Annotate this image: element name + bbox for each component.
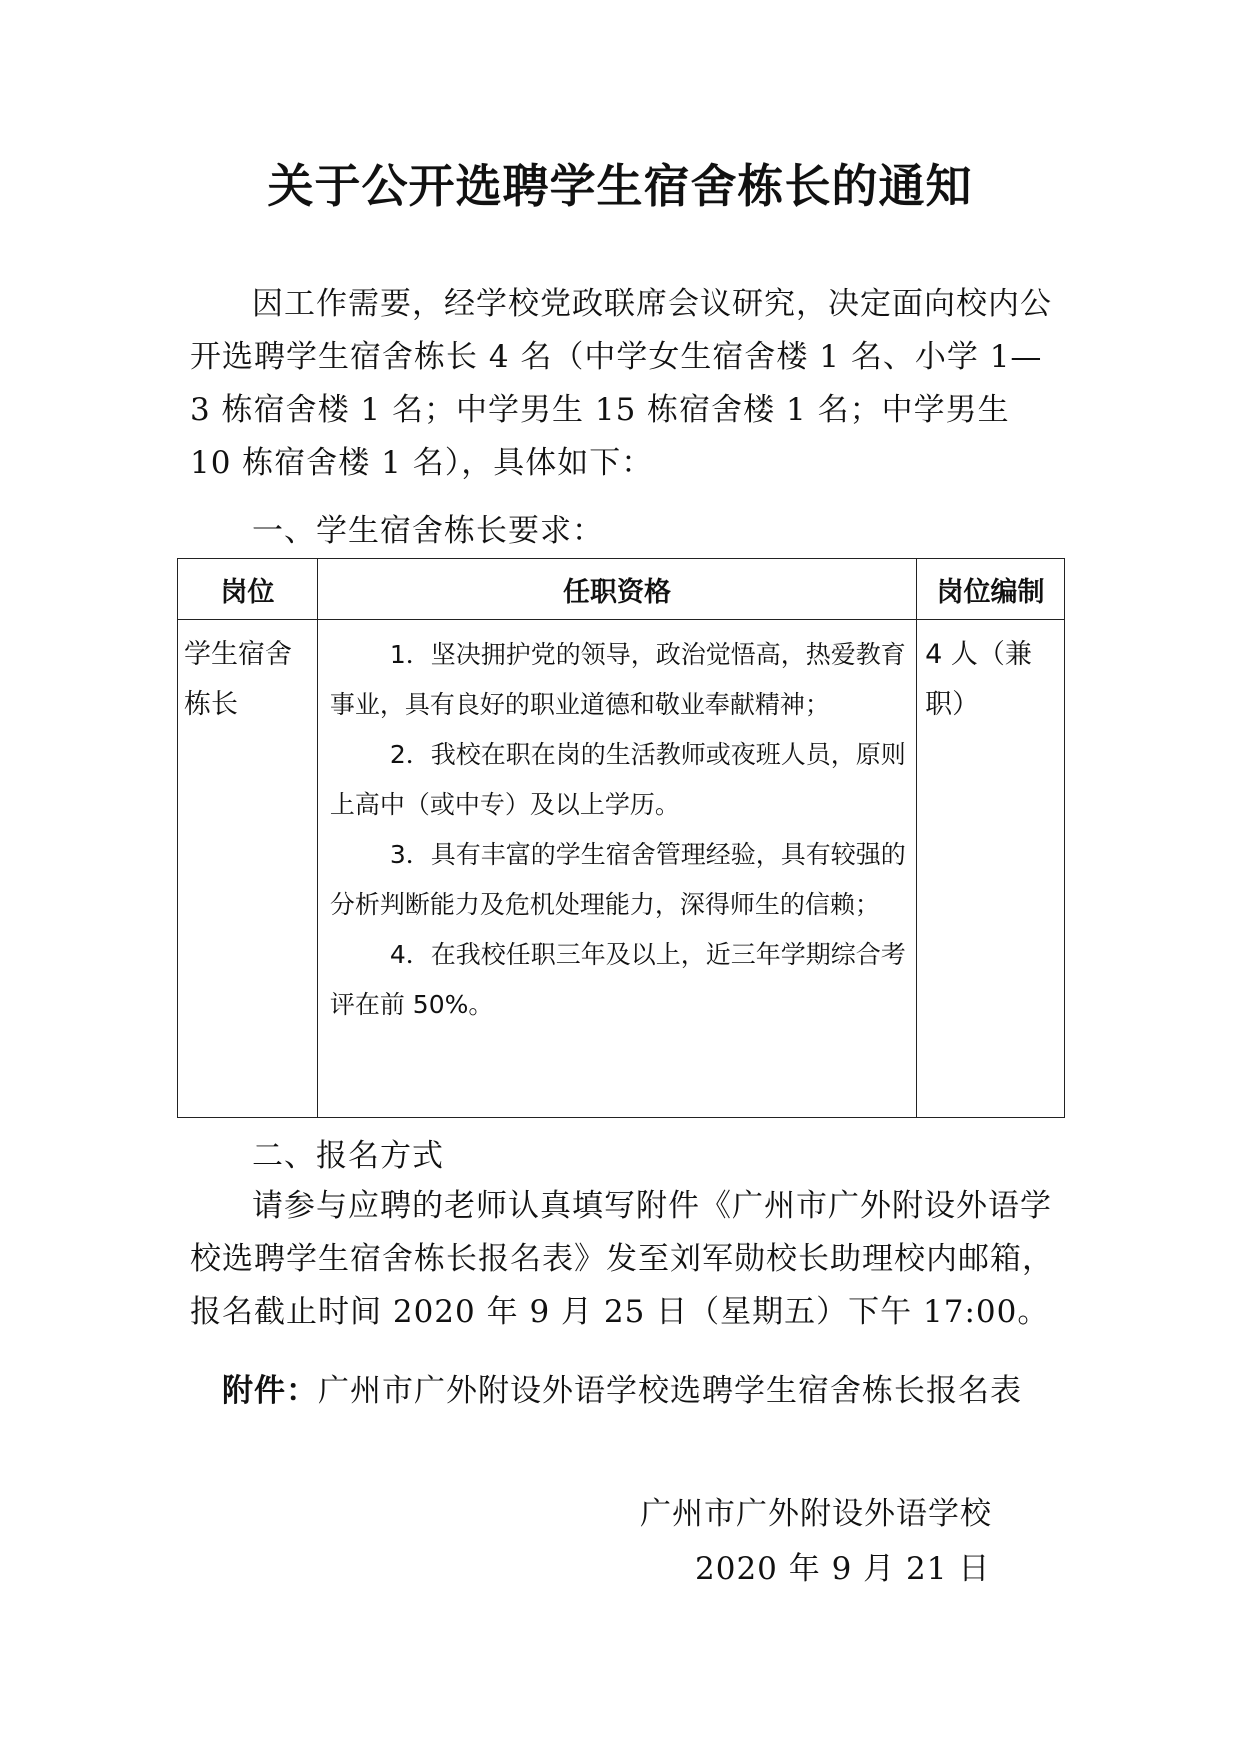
attachment-text: 广州市广外附设外语学校选聘学生宿舍栋长报名表 [318,1373,1022,1409]
section-heading-signup: 二、报名方式 [252,1138,444,1174]
attachment-line [222,1365,1022,1410]
signup-paragraph: 请参与应聘的老师认真填写附件《广州市广外附设外语学校选聘学生宿舍栋长报名表》发至刘军勋校长助理校内邮箱，报名截止时间 2020 年 9 月 25 日（星期五）下午 17:00。 [190,1188,1054,1330]
qualifications-cell [317,620,916,1118]
section-heading-requirements: 一、学生宿舍栋长要求： [252,513,604,549]
table-row [178,620,1065,1118]
intro-paragraph: 因工作需要，经学校党政联席会议研究，决定面向校内公开选聘学生宿舍栋长 4 名（中学女生宿舍楼 1 名、小学 1—3 栋宿舍楼 1 名；中学男生 15 栋宿舍楼 1 名；中学男生 10 栋宿舍楼 1 名），具体如下： [190,286,1052,481]
qualification-item-1: 1．坚决拥护党的领导，政治觉悟高，热爱教育事业，具有良好的职业道德和敬业奉献精神； [329,640,906,719]
signature-organization: 广州市广外附设外语学校 [640,1496,992,1532]
document-title: 关于公开选聘学生宿舍栋长的通知 [267,159,973,213]
header-position: 岗位 [178,559,318,620]
qualification-item-4: 4．在我校任职三年及以上，近三年学期综合考评在前 50%。 [329,940,906,1019]
qualification-item-3: 3．具有丰富的学生宿舍管理经验，具有较强的分析判断能力及危机处理能力，深得师生的信赖； [329,840,906,919]
position-cell: 学生宿舍栋长 [178,620,318,1118]
table-header-row [178,559,1065,620]
header-quota: 岗位编制 [917,559,1065,620]
header-qualifications: 任职资格 [317,559,916,620]
requirements-table [177,558,1065,1118]
quota-cell: 4 人（兼职） [917,620,1065,1118]
attachment-label: 附件： [222,1373,318,1409]
signature-date: 2020 年 9 月 21 日 [695,1551,991,1587]
qualification-item-2: 2．我校在职在岗的生活教师或夜班人员，原则上高中（或中专）及以上学历。 [329,740,906,819]
